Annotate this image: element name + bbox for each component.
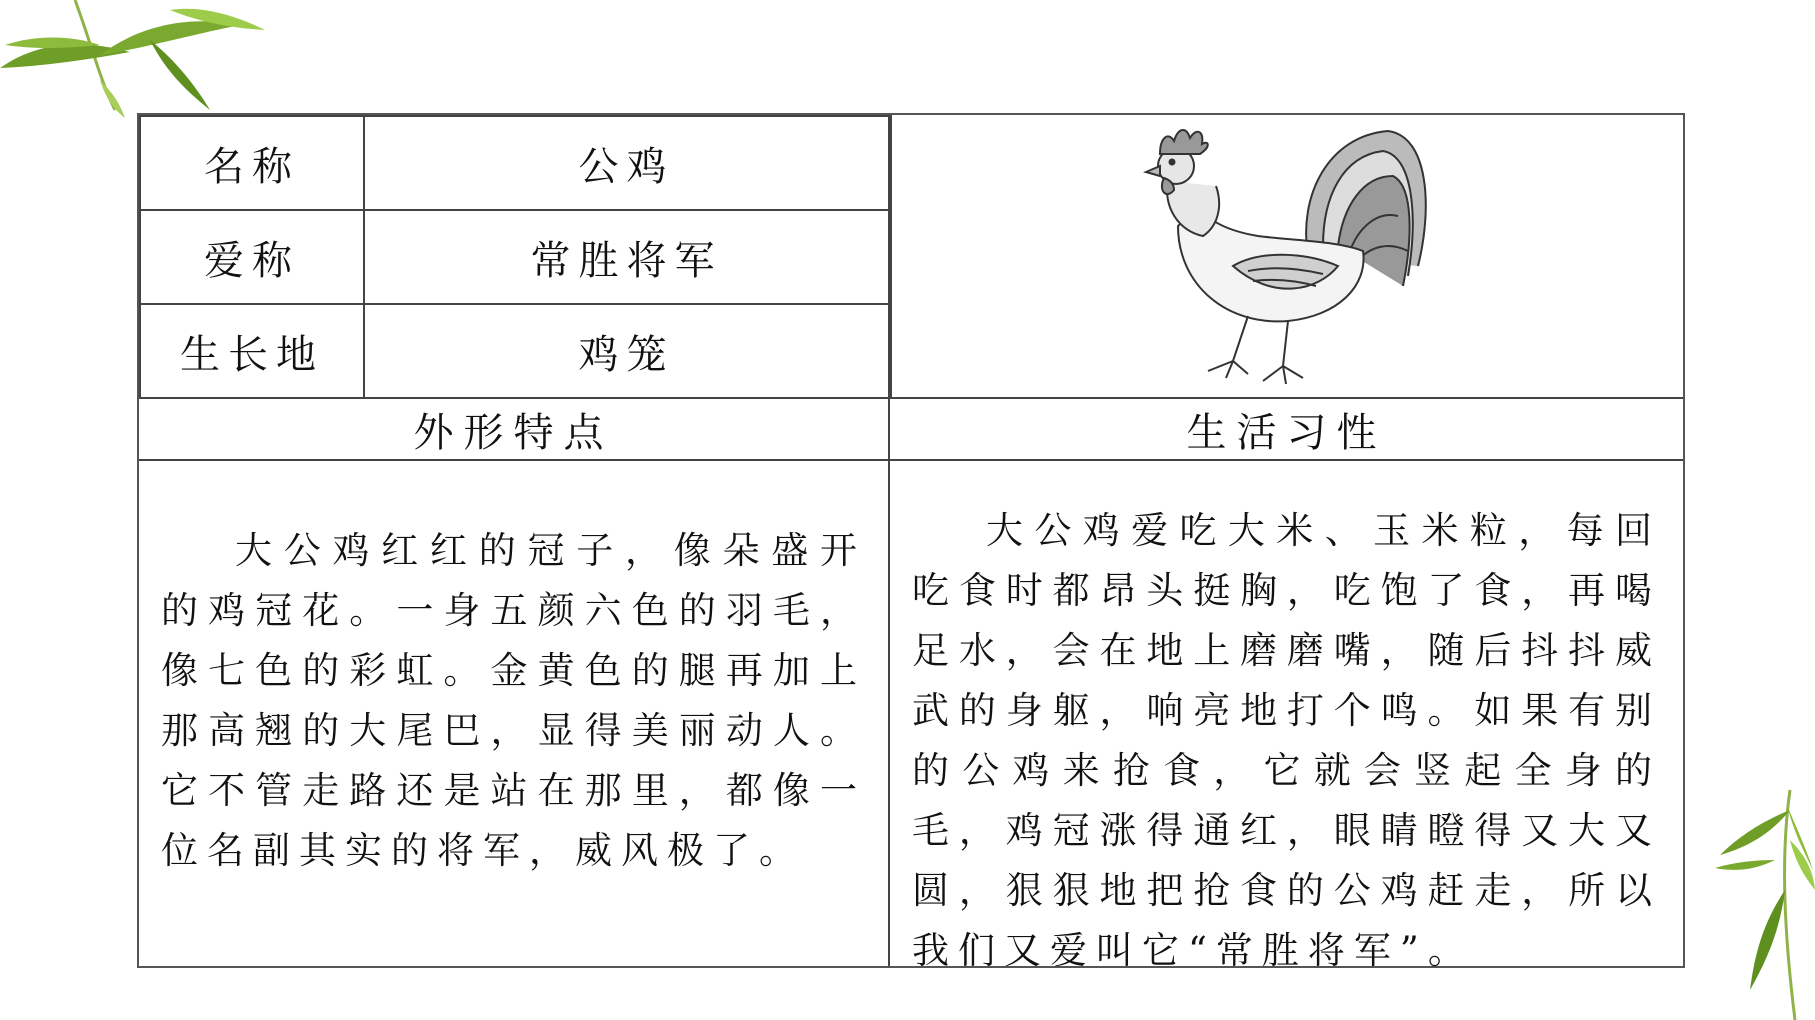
bamboo-leaves-decoration-bottom-right — [1695, 780, 1815, 1020]
appearance-text: 大公鸡红红的冠子，像朵盛开的鸡冠花。一身五颜六色的羽毛，像七色的彩虹。金黄色的腿再加上那高翘的大尾巴，显得美丽动人。它不管走路还是站在那里，都像一位名副其实的将军，威风极了。 — [161, 529, 866, 872]
habits-text: 大公鸡爱吃大米、玉米粒，每回吃食时都昂头挺胸，吃饱了食，再喝足水，会在地上磨磨嘴，随后抖抖威武的身躯，响亮地打个鸣。如果有别的公鸡来抢食，它就会竖起全身的毛，鸡冠涨得通红，眼睛瞪得又大又圆，狠狠地把抢食的公鸡赶走，所以我们又爱叫它“常胜将军”。 — [912, 509, 1661, 972]
appearance-text-cell — [139, 461, 890, 966]
section-header-row — [139, 397, 1683, 461]
rooster-illustration-cell — [890, 115, 1683, 397]
nickname-label: 爱称 — [140, 210, 364, 304]
table-row — [140, 304, 889, 398]
habits-heading: 生活习性 — [1186, 409, 1387, 456]
habitat-value: 鸡笼 — [364, 304, 889, 398]
info-sheet — [137, 113, 1685, 972]
appearance-heading: 外形特点 — [139, 399, 890, 459]
habits-text-cell — [890, 461, 1683, 972]
bamboo-leaves-decoration-top-left — [0, 0, 280, 120]
habitat-label: 生长地 — [140, 304, 364, 398]
info-table — [139, 115, 890, 399]
name-label: 名称 — [140, 116, 364, 210]
rooster-illustration — [1138, 116, 1438, 396]
table-row — [140, 116, 889, 210]
name-value: 公鸡 — [364, 116, 889, 210]
nickname-value: 常胜将军 — [364, 210, 889, 304]
table-row — [140, 210, 889, 304]
